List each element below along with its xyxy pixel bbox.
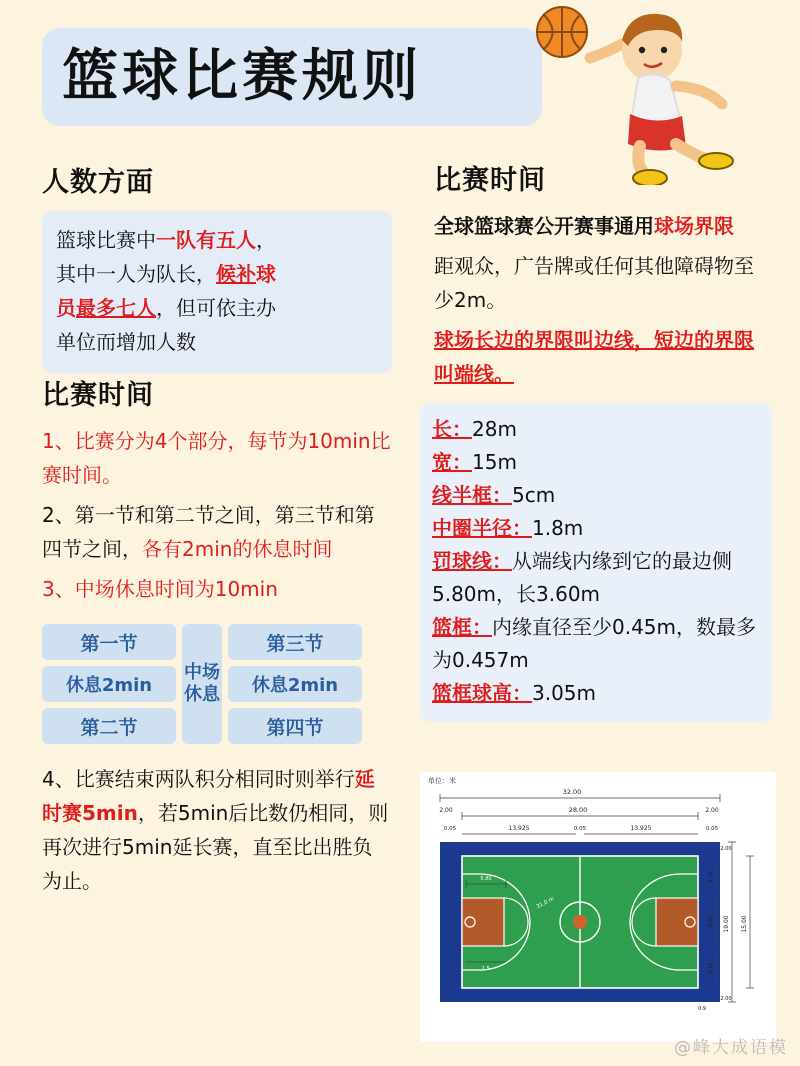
spec-value-1: 15m [472,450,517,474]
court-spec-box [420,403,772,722]
people-line2c: 球 [256,262,276,286]
svg-text:2.00: 2.00 [720,996,732,1002]
time-left-p4c: ，若5min后比数仍相同，则再次进行5min延长赛，直至比出胜负为止。 [42,801,389,893]
people-line2b: 候补 [216,262,256,286]
svg-text:1.5: 1.5 [482,966,490,972]
time-left-p4b: 延时赛5min [42,767,375,825]
spec-row-5 [432,611,760,677]
spec-row-6 [432,677,760,710]
svg-text:2.00: 2.00 [720,846,732,852]
spec-row-2 [432,479,760,512]
svg-text:32.00: 32.00 [562,788,582,796]
spec-key-4: 罚球线： [432,549,512,573]
svg-text:28.00: 28.00 [568,806,588,814]
people-line1b: 一队有五人 [156,228,256,252]
spec-value-0: 28m [472,417,517,441]
svg-text:6.75: 6.75 [708,916,714,928]
people-line4: 单位而增加人数 [56,330,196,354]
court-diagram [420,772,776,1042]
court-diagram-svg [420,772,776,1042]
svg-text:0.05: 0.05 [443,826,457,832]
left-column [42,160,392,904]
svg-text:2.00: 2.00 [439,807,453,814]
cell-quarter-2: 第二节 [42,708,176,744]
time-left-p2b: 各有2min的休息时间 [142,537,333,561]
spec-value-2: 5cm [512,483,556,507]
time-right-p1a: 全球篮球赛公开赛事通用 [434,214,654,238]
svg-text:15.00: 15.00 [741,915,748,933]
spec-key-0: 长： [432,417,472,441]
cell-rest-2: 休息2min [228,666,362,702]
heading-people: 人数方面 [42,167,154,198]
spec-key-2: 线半框： [432,483,512,507]
people-line3b: 最多七人 [76,296,156,320]
svg-text:5.80: 5.80 [480,876,492,882]
svg-text:0.05: 0.05 [705,826,719,832]
quarter-grid-right [228,624,362,744]
svg-text:13.925: 13.925 [508,825,530,832]
time-left-p2 [42,498,392,566]
people-line1c: ， [256,228,276,252]
cell-quarter-1: 第一节 [42,624,176,660]
spec-row-0 [432,413,760,446]
heading-time-right: 比赛时间 [434,165,546,196]
time-right-p3: 球场长边的界限叫边线，短边的界限叫端线。 [434,328,754,386]
svg-text:2.00: 2.00 [705,807,719,814]
time-left-p4 [42,762,392,898]
spec-value-4: 从端线内缘到它的最边侧5.80m，长3.60m [432,549,732,606]
cell-quarter-4: 第四节 [228,708,362,744]
quarter-grid [42,624,392,744]
time-left-p3: 3、中场休息时间为10min [42,577,278,601]
court-unit-label: 单位：米 [428,777,456,785]
cell-rest-1: 休息2min [42,666,176,702]
time-left-p1: 1、比赛分为4个部分，每节为10min比赛时间。 [42,429,391,487]
spec-key-6: 篮框球高： [432,681,532,705]
spec-value-6: 3.05m [532,681,597,705]
spec-row-4 [432,545,760,611]
spec-row-1 [432,446,760,479]
people-info-box [42,211,392,373]
time-right-p2: 距观众，广告牌或任何其他障碍物至少2m。 [434,254,754,312]
people-line3c: ，但可依主办 [156,296,276,320]
quarter-grid-left [42,624,176,744]
time-right-p1 [434,209,766,243]
people-line3a: 员 [56,296,76,320]
people-line1a: 篮球比赛中 [56,228,156,252]
spec-key-3: 中圈半径： [432,516,532,540]
page-title: 篮球比赛规则 [62,44,422,109]
people-line2a: 其中一人为队长， [56,262,216,286]
spec-value-5: 内缘直径至少0.45m，数最多为0.457m [432,615,757,672]
svg-text:0.9: 0.9 [698,1006,706,1012]
spec-row-3 [432,512,760,545]
spec-key-5: 篮框： [432,615,492,639]
heading-time-left: 比赛时间 [42,380,154,411]
cell-halftime: 中场休息 [182,624,222,744]
svg-text:31.0 m: 31.0 m [535,895,556,911]
svg-text:0.05: 0.05 [573,826,587,832]
time-left-p2a: 2、第一节和第二节之间，第三节和第四节之间， [42,503,375,561]
svg-text:4.15: 4.15 [708,871,714,883]
time-right-p1b: 球场界限 [654,214,734,238]
svg-text:13.925: 13.925 [630,825,652,832]
svg-text:19.00: 19.00 [723,915,730,933]
right-column [420,158,772,722]
spec-key-1: 宽： [432,450,472,474]
time-left-p4a: 4、比赛结束两队积分相同时则举行 [42,767,355,791]
cell-quarter-3: 第三节 [228,624,362,660]
watermark: @峰大成语模 [674,1038,788,1058]
svg-text:4.15: 4.15 [708,962,714,974]
spec-value-3: 1.8m [532,516,584,540]
